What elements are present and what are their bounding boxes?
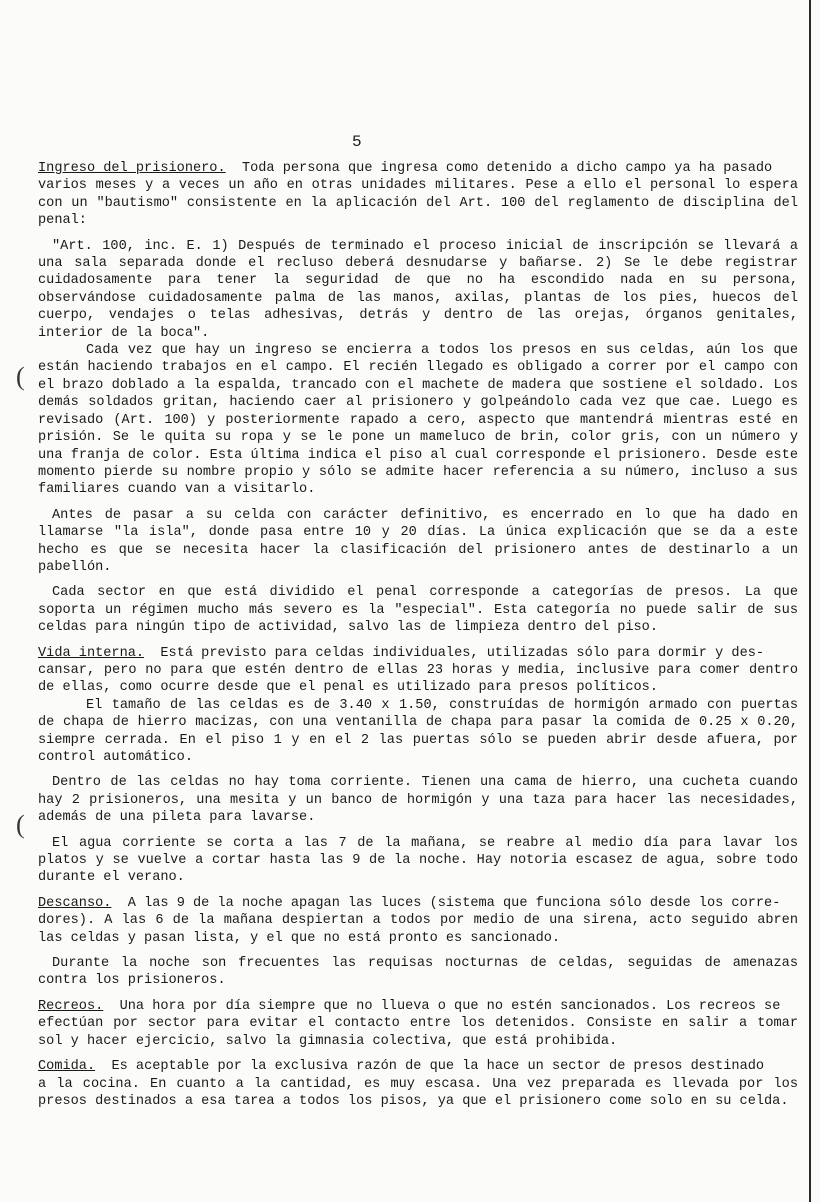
paragraph-lead: Toda persona que ingresa como detenido a dicho campo ya ha pasado	[241, 161, 773, 176]
section-comida-lead	[38, 1058, 798, 1075]
paragraph: a la cocina. En cuanto a la cantidad, es muy escasa. Una vez preparada es llevada por los presos destinados a esa tarea a todos los pisos, ya que el prisionero come solo en su celda.	[38, 1076, 798, 1109]
section-heading: Ingreso del prisionero.	[38, 161, 226, 176]
document-body	[38, 160, 798, 1110]
paragraph-lead: Está previsto para celdas individuales, utilizadas sólo para dormir y des-	[160, 645, 765, 661]
section-descanso-lead	[38, 895, 798, 912]
paragraph-lead: A las 9 de la noche apagan las luces (sistema que funciona sólo desde los corre-	[127, 895, 781, 911]
section-heading: Descanso.	[38, 895, 112, 911]
margin-bracket-mark: (	[16, 810, 25, 839]
margin-bracket-mark: (	[16, 362, 25, 391]
paragraph: varios meses y a veces un año en otras unidades militares. Pese a ello el personal lo espera con un "bautismo" consistente en la aplicación del Art. 100 del reglamento de disciplina del penal:	[38, 178, 798, 229]
page-edge-line	[809, 0, 811, 1202]
section-heading: Comida.	[38, 1059, 96, 1075]
paragraph: cansar, pero no para que estén dentro de ellas 23 horas y media, inclusive para comer dentro de ellas, como ocurre desde que el penal es utilizado para presos políticos.	[38, 662, 798, 696]
paragraph: Dentro de las celdas no hay toma corriente. Tienen una cama de hierro, una cucheta cuando hay 2 prisioneros, una mesita y un banco de hormigón y una taza para hacer las necesidades, además de una pileta para lavarse.	[38, 775, 798, 826]
paragraph: Cada vez que hay un ingreso se encierra a todos los presos en sus celdas, aún los que están haciendo trabajos en el campo. El recién llegado es obligado a correr por el campo con el brazo doblado a la espalda, trancado con el machete de madera que sostiene el soldado. Los demás soldados gritan, haciendo caer al prisionero y golpeándolo cada vez que cae. Luego es revisado (Art. 100) y posteriormente rapado a cero, aspecto que mantendrá mientras esté en prisión. Se le quita su ropa y se le pone un mameluco de brin, color gris, con un número y una franja de color. Esta última indica el piso al cual corresponde el prisionero. Desde este momento pierde su nombre propio y sólo se admite hacer referencia a su número, incluso a sus familiares cuando van a visitarlo.	[38, 343, 798, 498]
paragraph-lead: Una hora por día siempre que no llueva o que no estén sancionados. Los recreos se	[119, 998, 781, 1014]
paragraph: Cada sector en que está dividido el penal corresponde a categorías de presos. La que soporta un régimen mucho más severo es la "especial". Esta categoría no puede salir de sus celdas para ningún tipo de actividad, salvo las de limpieza dentro del piso.	[38, 585, 798, 636]
page-number: 5	[352, 133, 362, 151]
section-recreos-lead	[38, 998, 798, 1015]
section-heading: Recreos.	[38, 998, 104, 1014]
paragraph: dores). A las 6 de la mañana despiertan a todos por medio de una sirena, acto seguido abren las celdas y pasan lista, y el que no está pronto es sancionado.	[38, 913, 798, 946]
paragraph: El tamaño de las celdas es de 3.40 x 1.50, construídas de hormigón armado con puertas de chapa de hierro macizas, con una ventanilla de chapa para pasar la comida de 0.25 x 0.20, siempre cerrada. En el piso 1 y en el 2 las puertas sólo se pueden abrir desde afuera, por control automático.	[38, 697, 798, 765]
paragraph: El agua corriente se corta a las 7 de la mañana, se reabre al medio día para lavar los platos y se vuelve a cortar hasta las 9 de la noche. Hay notoria escasez de agua, sobre todo durante el verano.	[38, 835, 798, 886]
paragraph: Antes de pasar a su celda con carácter definitivo, es encerrado en lo que ha dado en llamarse "la isla", donde pasa entre 10 y 20 días. La única explicación que se da a este hecho es que se necesita hacer la clasificación del prisionero antes de destinarlo a un pabellón.	[38, 507, 798, 575]
section-vida-lead	[38, 645, 798, 662]
section-heading: Vida interna.	[38, 645, 145, 661]
paragraph: efectúan por sector para evitar el contacto entre los detenidos. Consiste en salir a tomar sol y hacer ejercicio, salvo la gimnasia colectiva, que está prohibida.	[38, 1016, 798, 1049]
quoted-regulation: "Art. 100, inc. E. 1) Después de terminado el proceso inicial de inscripción se llevará a una sala separada donde el recluso deberá desnudarse y bañarse. 2) Se le debe registrar cuidadosamente para tener la seguridad de que no ha escondido nada en su persona, observándose cuidadosamente palma de las manos, axilas, plantas de los pies, huecos del cuerpo, vendajes o telas adhesivas, detrás y dentro de las orejas, órganos genitales, interior de la boca".	[38, 238, 798, 341]
paragraph: Durante la noche son frecuentes las requisas nocturnas de celdas, seguidas de amenazas contra los prisioneros.	[38, 956, 798, 989]
section-ingreso-lead	[38, 160, 798, 177]
paragraph-lead: Es aceptable por la exclusiva razón de que la hace un sector de presos destinado	[111, 1059, 765, 1075]
